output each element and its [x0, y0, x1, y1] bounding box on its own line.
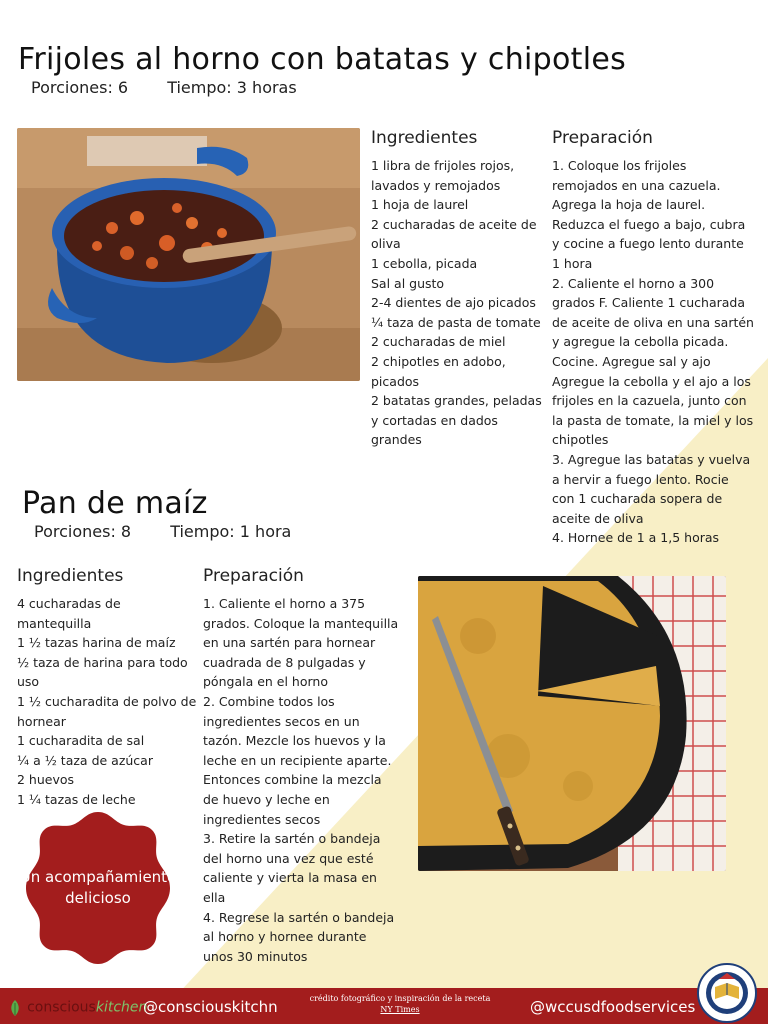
logo-text-prefix: conscious	[27, 999, 96, 1016]
list-item: ¼ a ½ taza de azúcar	[17, 752, 153, 768]
list-item: 1. Coloque los frijoles remojados en una cazuela. Agrega la hoja de laurel. Reduzca el fuego a bajo, cubra y cocine a fuego lento durante 1 hora	[552, 158, 746, 271]
list-item: 3. Agregue las batatas y vuelva a hervir a fuego lento. Rocie con 1 cucharada sopera de aceite de oliva	[552, 451, 751, 526]
leaf-icon	[8, 999, 22, 1017]
list-item: ¼ taza de pasta de tomate	[371, 314, 541, 330]
list-item: 2 chipotles en adobo, picados	[371, 353, 506, 389]
list-item: 1 ½ cucharadita de polvo de hornear	[17, 693, 197, 729]
list-item: 1 libra de frijoles rojos, lavados y remojados	[371, 158, 515, 193]
beans-pot-photo	[17, 128, 360, 381]
recipe1-preparation-list	[552, 156, 754, 548]
list-item: 1 ½ tazas harina de maíz	[17, 635, 176, 651]
recipe1-preparation-heading: Preparación	[552, 128, 653, 148]
list-item: 2 cucharadas de aceite de oliva	[371, 216, 537, 252]
conscious-kitchen-logo	[8, 997, 147, 1017]
recipe2-meta	[34, 522, 291, 541]
list-item: Sal al gusto	[371, 275, 445, 291]
nytimes-link[interactable]: NY Times	[380, 1005, 420, 1014]
recipe1-time: Tiempo: 3 horas	[167, 78, 297, 97]
recipe2-time: Tiempo: 1 hora	[170, 522, 292, 541]
list-item: 2-4 dientes de ajo picados	[371, 295, 536, 311]
list-item: ½ taza de harina para todo uso	[17, 654, 188, 690]
recipe1-servings: Porciones: 6	[31, 78, 129, 97]
recipe1-ingredients-section	[371, 128, 547, 450]
recipe2-preparation-list	[203, 594, 399, 966]
list-item: 4. Regrese la sartén o bandeja al horno y hornee durante unos 30 minutos	[203, 909, 395, 964]
list-item: 1 ¼ tazas de leche	[17, 791, 136, 807]
recipe1-title: Frijoles al horno con batatas y chipotles	[18, 42, 627, 77]
recipe1-ingredients-list	[371, 156, 547, 450]
list-item: 2. Caliente el horno a 300 grados F. Caliente 1 cucharada de aceite de oliva en una sartén y agregue la cebolla picada. Cocine. Agregue sal y ajo Agregue la cebolla y el ajo a los frijoles en la cazuela, junto con la pasta de tomate, la miel y los chipotles	[552, 275, 754, 448]
recipe2-preparation-heading: Preparación	[203, 566, 304, 586]
district-seal-logo	[697, 963, 757, 1023]
list-item: 2. Combine todos los ingredientes secos en un tazón. Mezcle los huevos y la leche en un recipiente aparte. Entonces combine la mezcla de huevo y leche en ingredientes secos	[203, 693, 392, 827]
list-item: 1 hoja de laurel	[371, 197, 469, 213]
badge-text: Un acompañamiento delicioso	[19, 868, 177, 907]
recipe1-ingredients-heading: Ingredientes	[371, 128, 478, 148]
recipe2-servings: Porciones: 8	[34, 522, 132, 541]
list-item: 2 huevos	[17, 772, 75, 788]
recipe2-ingredients-section	[17, 566, 197, 810]
credit-text: crédito fotográfico y inspiración de la receta	[309, 994, 491, 1003]
photo-credit	[300, 993, 500, 1015]
recipe1-meta	[31, 78, 297, 97]
list-item: 2 cucharadas de miel	[371, 334, 506, 350]
recipe2-title: Pan de maíz	[22, 486, 208, 521]
list-item: 2 batatas grandes, peladas y cortadas en dados grandes	[371, 393, 542, 448]
recipe2-ingredients-heading: Ingredientes	[17, 566, 124, 586]
list-item: 1 cebolla, picada	[371, 255, 478, 271]
list-item: 1. Caliente el horno a 375 grados. Coloque la mantequilla en una sartén para hornear cuadrada de 8 pulgadas y póngala en el horno	[203, 596, 399, 690]
recipe2-ingredients-list	[17, 594, 197, 810]
recipe1-preparation-section	[552, 128, 754, 548]
handle-wccusdfoodservices[interactable]: @wccusdfoodservices	[530, 998, 696, 1016]
cornbread-skillet-photo	[418, 576, 726, 871]
recipe2-preparation-section	[203, 566, 399, 966]
logo-text-suffix: kitchen	[95, 999, 148, 1016]
list-item: 1 cucharadita de sal	[17, 733, 145, 749]
handle-consciouskitchn[interactable]: @consciouskitchn	[143, 998, 278, 1016]
list-item: 3. Retire la sartén o bandeja del horno una vez que esté caliente y vierta la masa en ella	[203, 831, 381, 905]
list-item: 4. Hornee de 1 a 1,5 horas	[552, 530, 720, 546]
list-item: 4 cucharadas de mantequilla	[17, 596, 121, 631]
